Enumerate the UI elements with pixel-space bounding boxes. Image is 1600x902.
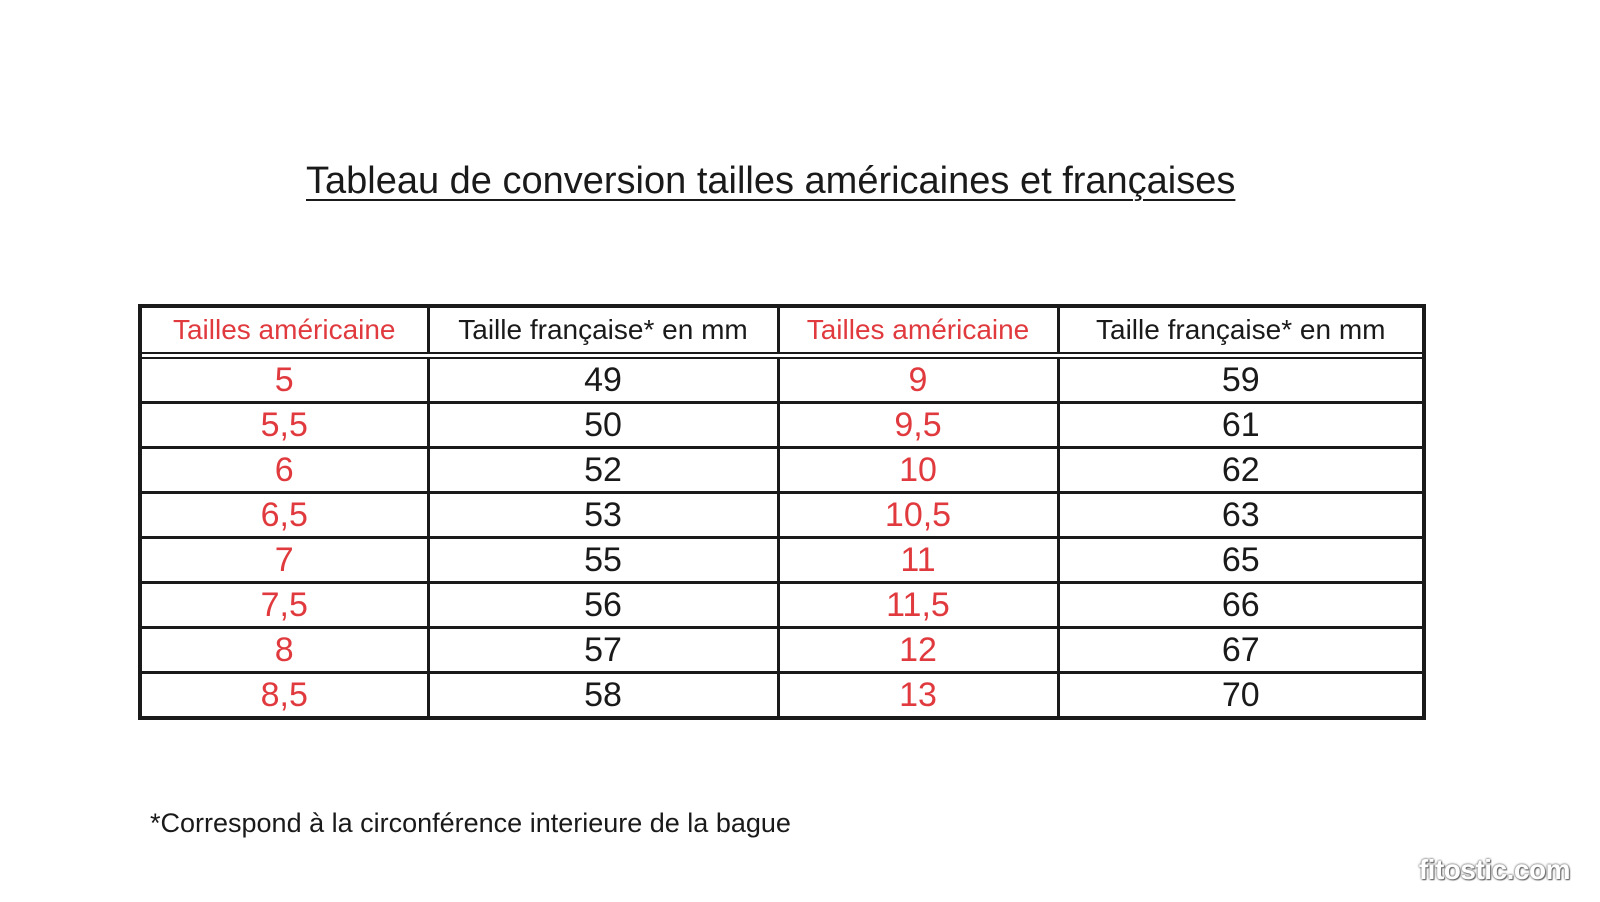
- cell-us-size: 8: [142, 628, 428, 673]
- table-row: [142, 583, 1422, 628]
- table-row: [142, 493, 1422, 538]
- cell-us-size: 12: [778, 628, 1058, 673]
- table-header-row: [142, 308, 1422, 356]
- cell-us-size: 13: [778, 673, 1058, 717]
- table-row: [142, 538, 1422, 583]
- cell-fr-size-mm: 67: [1058, 628, 1422, 673]
- table-body: [142, 356, 1422, 717]
- footnote: *Correspond à la circonférence interieure de la bague: [150, 808, 791, 838]
- cell-us-size: 10: [778, 448, 1058, 493]
- table-row: [142, 403, 1422, 448]
- cell-fr-size-mm: 56: [428, 583, 778, 628]
- page-title: Tableau de conversion tailles américaines et françaises: [306, 160, 1236, 202]
- header-us-size-2: Tailles américaine: [778, 308, 1058, 356]
- table-row: [142, 673, 1422, 717]
- cell-fr-size-mm: 55: [428, 538, 778, 583]
- cell-fr-size-mm: 59: [1058, 356, 1422, 403]
- cell-us-size: 7: [142, 538, 428, 583]
- cell-us-size: 11: [778, 538, 1058, 583]
- cell-fr-size-mm: 63: [1058, 493, 1422, 538]
- cell-us-size: 7,5: [142, 583, 428, 628]
- table-row: [142, 628, 1422, 673]
- cell-fr-size-mm: 70: [1058, 673, 1422, 717]
- table-row: [142, 448, 1422, 493]
- table-row: [142, 356, 1422, 403]
- cell-us-size: 10,5: [778, 493, 1058, 538]
- cell-fr-size-mm: 49: [428, 356, 778, 403]
- conversion-table-grid: [142, 308, 1422, 716]
- cell-fr-size-mm: 66: [1058, 583, 1422, 628]
- cell-us-size: 5: [142, 356, 428, 403]
- cell-us-size: 8,5: [142, 673, 428, 717]
- header-fr-size-1: Taille française* en mm: [428, 308, 778, 356]
- cell-fr-size-mm: 50: [428, 403, 778, 448]
- cell-fr-size-mm: 53: [428, 493, 778, 538]
- cell-us-size: 6,5: [142, 493, 428, 538]
- conversion-table: [138, 304, 1426, 720]
- cell-us-size: 6: [142, 448, 428, 493]
- header-fr-size-2: Taille française* en mm: [1058, 308, 1422, 356]
- cell-us-size: 11,5: [778, 583, 1058, 628]
- cell-us-size: 5,5: [142, 403, 428, 448]
- header-us-size-1: Tailles américaine: [142, 308, 428, 356]
- cell-fr-size-mm: 61: [1058, 403, 1422, 448]
- cell-fr-size-mm: 52: [428, 448, 778, 493]
- cell-fr-size-mm: 57: [428, 628, 778, 673]
- cell-us-size: 9: [778, 356, 1058, 403]
- cell-us-size: 9,5: [778, 403, 1058, 448]
- cell-fr-size-mm: 62: [1058, 448, 1422, 493]
- watermark-logo: fitostic.com: [1418, 854, 1570, 885]
- cell-fr-size-mm: 65: [1058, 538, 1422, 583]
- cell-fr-size-mm: 58: [428, 673, 778, 717]
